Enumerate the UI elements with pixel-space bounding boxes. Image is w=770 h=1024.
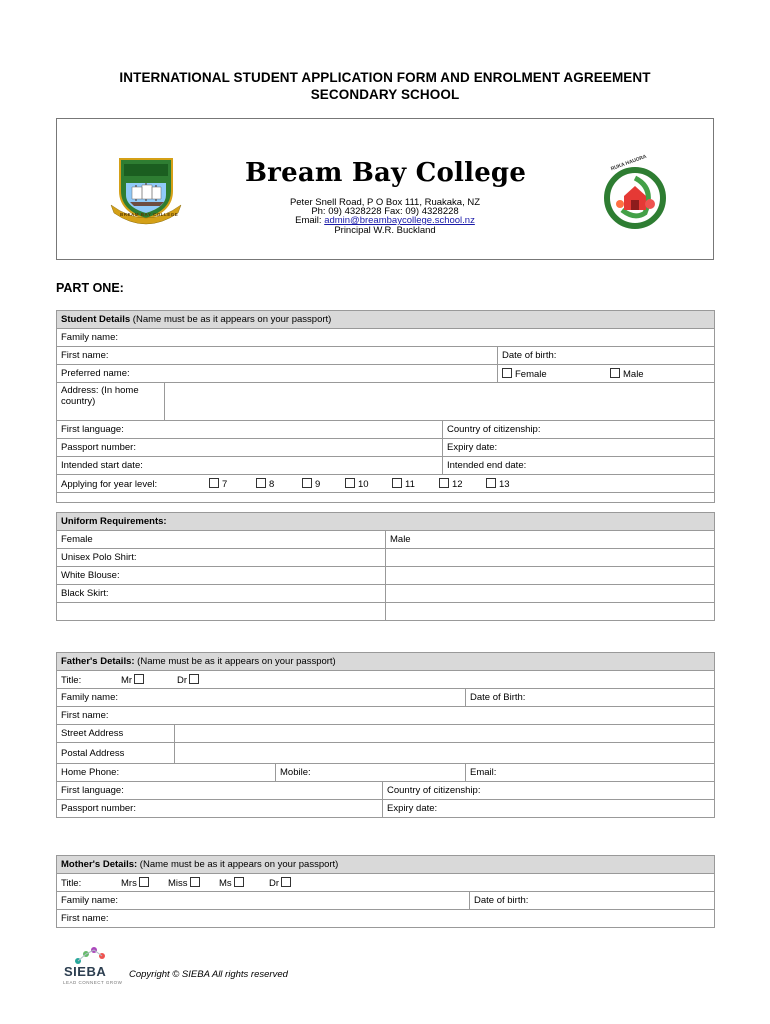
- mother-mrs-option[interactable]: Mrs: [121, 877, 168, 889]
- form-title-line2: SECONDARY SCHOOL: [310, 87, 460, 102]
- student-end-date-field[interactable]: Intended end date:: [443, 457, 715, 475]
- uniform-male-skirt-field[interactable]: [386, 585, 715, 603]
- year-9-checkbox[interactable]: [302, 478, 312, 488]
- uniform-table: [56, 512, 715, 621]
- ruka-hauora-text: RUKA HAUORA: [610, 153, 648, 173]
- father-home-phone-field[interactable]: Home Phone:: [57, 764, 276, 782]
- father-expiry-field[interactable]: Expiry date:: [383, 800, 715, 818]
- father-dr-option[interactable]: Dr: [177, 674, 199, 686]
- female-checkbox[interactable]: [502, 368, 512, 378]
- mother-first-name-field[interactable]: First name:: [57, 910, 715, 928]
- student-dob-field[interactable]: Date of birth:: [498, 347, 715, 365]
- college-principal: Principal W.R. Buckland: [334, 225, 436, 236]
- father-family-name-field[interactable]: Family name:: [57, 689, 466, 707]
- uniform-extra-field-female[interactable]: [57, 603, 386, 621]
- student-passport-field[interactable]: Passport number:: [57, 439, 443, 457]
- father-postal-field[interactable]: [175, 743, 715, 764]
- copyright-text: Copyright © SIEBA All rights reserved: [129, 969, 288, 980]
- mother-miss-option[interactable]: Miss: [168, 877, 219, 889]
- mother-details-table: [56, 855, 715, 928]
- uniform-header: Uniform Requirements:: [57, 513, 715, 531]
- father-street-field[interactable]: [175, 725, 715, 743]
- mother-ms-option[interactable]: Ms: [219, 877, 269, 889]
- year-8-option[interactable]: 8: [256, 478, 302, 490]
- father-dob-field[interactable]: Date of Birth:: [466, 689, 715, 707]
- student-spacer-row: [57, 493, 715, 503]
- uniform-skirt-field[interactable]: Black Skirt:: [57, 585, 386, 603]
- year-11-option[interactable]: 11: [392, 478, 439, 490]
- father-details-table: [56, 652, 715, 818]
- father-citizenship-field[interactable]: Country of citizenship:: [383, 782, 715, 800]
- uniform-male-polo-field[interactable]: [386, 549, 715, 567]
- student-start-date-field[interactable]: Intended start date:: [57, 457, 443, 475]
- sieba-logo-icon: [72, 946, 112, 966]
- year-11-checkbox[interactable]: [392, 478, 402, 488]
- uniform-male-column: Male: [386, 531, 715, 549]
- mother-miss-checkbox[interactable]: [190, 877, 200, 887]
- student-first-language-field[interactable]: First language:: [57, 421, 443, 439]
- father-dr-checkbox[interactable]: [189, 674, 199, 684]
- father-email-field[interactable]: Email:: [466, 764, 715, 782]
- student-year-level-field: Applying for year level: 7 8 9 10 11 12 13: [57, 475, 715, 493]
- part-one-heading: PART ONE:: [56, 281, 124, 295]
- form-title-line1: INTERNATIONAL STUDENT APPLICATION FORM AND ENROLMENT AGREEMENT: [119, 70, 651, 85]
- father-mr-option[interactable]: Mr: [121, 674, 177, 686]
- father-title-field: Title: Mr Dr: [57, 671, 715, 689]
- father-details-header: Father's Details: (Name must be as it appears on your passport): [57, 653, 715, 671]
- student-citizenship-field[interactable]: Country of citizenship:: [443, 421, 715, 439]
- mother-mrs-checkbox[interactable]: [139, 877, 149, 887]
- uniform-female-column: Female: [57, 531, 386, 549]
- father-mr-checkbox[interactable]: [134, 674, 144, 684]
- year-13-checkbox[interactable]: [486, 478, 496, 488]
- college-address: Peter Snell Road, P O Box 111, Ruakaka, NZ: [289, 197, 481, 208]
- sieba-logo-text: SIEBA: [64, 964, 107, 979]
- uniform-blouse-field[interactable]: White Blouse:: [57, 567, 386, 585]
- year-10-option[interactable]: 10: [345, 478, 392, 490]
- year-7-checkbox[interactable]: [209, 478, 219, 488]
- year-12-checkbox[interactable]: [439, 478, 449, 488]
- mother-dob-field[interactable]: Date of birth:: [470, 892, 715, 910]
- mother-family-name-field[interactable]: Family name:: [57, 892, 470, 910]
- mother-title-field: Title: Mrs Miss Ms Dr: [57, 874, 715, 892]
- mother-dr-checkbox[interactable]: [281, 877, 291, 887]
- father-passport-field[interactable]: Passport number:: [57, 800, 383, 818]
- college-phone-fax: Ph: 09) 4328228 Fax: 09) 4328228: [311, 206, 459, 217]
- student-expiry-field[interactable]: Expiry date:: [443, 439, 715, 457]
- father-street-label: Street Address: [57, 725, 175, 743]
- male-option[interactable]: Male: [610, 368, 644, 380]
- father-first-language-field[interactable]: First language:: [57, 782, 383, 800]
- uniform-extra-field-male[interactable]: [386, 603, 715, 621]
- college-name: Bream Bay College: [245, 158, 527, 188]
- student-details-header: Student Details (Name must be as it appears on your passport): [57, 311, 715, 329]
- mother-ms-checkbox[interactable]: [234, 877, 244, 887]
- father-first-name-field[interactable]: First name:: [57, 707, 715, 725]
- email-label: Email:: [295, 215, 322, 226]
- student-first-name-field[interactable]: First name:: [57, 347, 498, 365]
- father-postal-label: Postal Address: [57, 743, 175, 764]
- college-email-link[interactable]: admin@breambaycollege.school.nz: [324, 215, 475, 226]
- year-13-option[interactable]: 13: [486, 478, 510, 490]
- female-option[interactable]: Female: [502, 368, 610, 380]
- student-family-name-field[interactable]: Family name:: [57, 329, 715, 347]
- student-address-field[interactable]: [165, 383, 715, 421]
- year-7-option[interactable]: 7: [209, 478, 256, 490]
- year-8-checkbox[interactable]: [256, 478, 266, 488]
- student-details-table: [56, 310, 715, 503]
- mother-dr-option[interactable]: Dr: [269, 877, 291, 889]
- sieba-tagline: LEAD CONNECT GROW: [63, 980, 123, 985]
- father-mobile-field[interactable]: Mobile:: [276, 764, 466, 782]
- uniform-male-blouse-field[interactable]: [386, 567, 715, 585]
- year-10-checkbox[interactable]: [345, 478, 355, 488]
- year-12-option[interactable]: 12: [439, 478, 486, 490]
- male-checkbox[interactable]: [610, 368, 620, 378]
- student-address-label: Address: (In home country): [57, 383, 165, 421]
- uniform-polo-field[interactable]: Unisex Polo Shirt:: [57, 549, 386, 567]
- crest-motto: BREAM BAY COLLEGE: [120, 212, 179, 217]
- student-preferred-name-field[interactable]: Preferred name:: [57, 365, 498, 383]
- student-gender-field: [498, 365, 715, 383]
- year-9-option[interactable]: 9: [302, 478, 345, 490]
- mother-details-header: Mother's Details: (Name must be as it appears on your passport): [57, 856, 715, 874]
